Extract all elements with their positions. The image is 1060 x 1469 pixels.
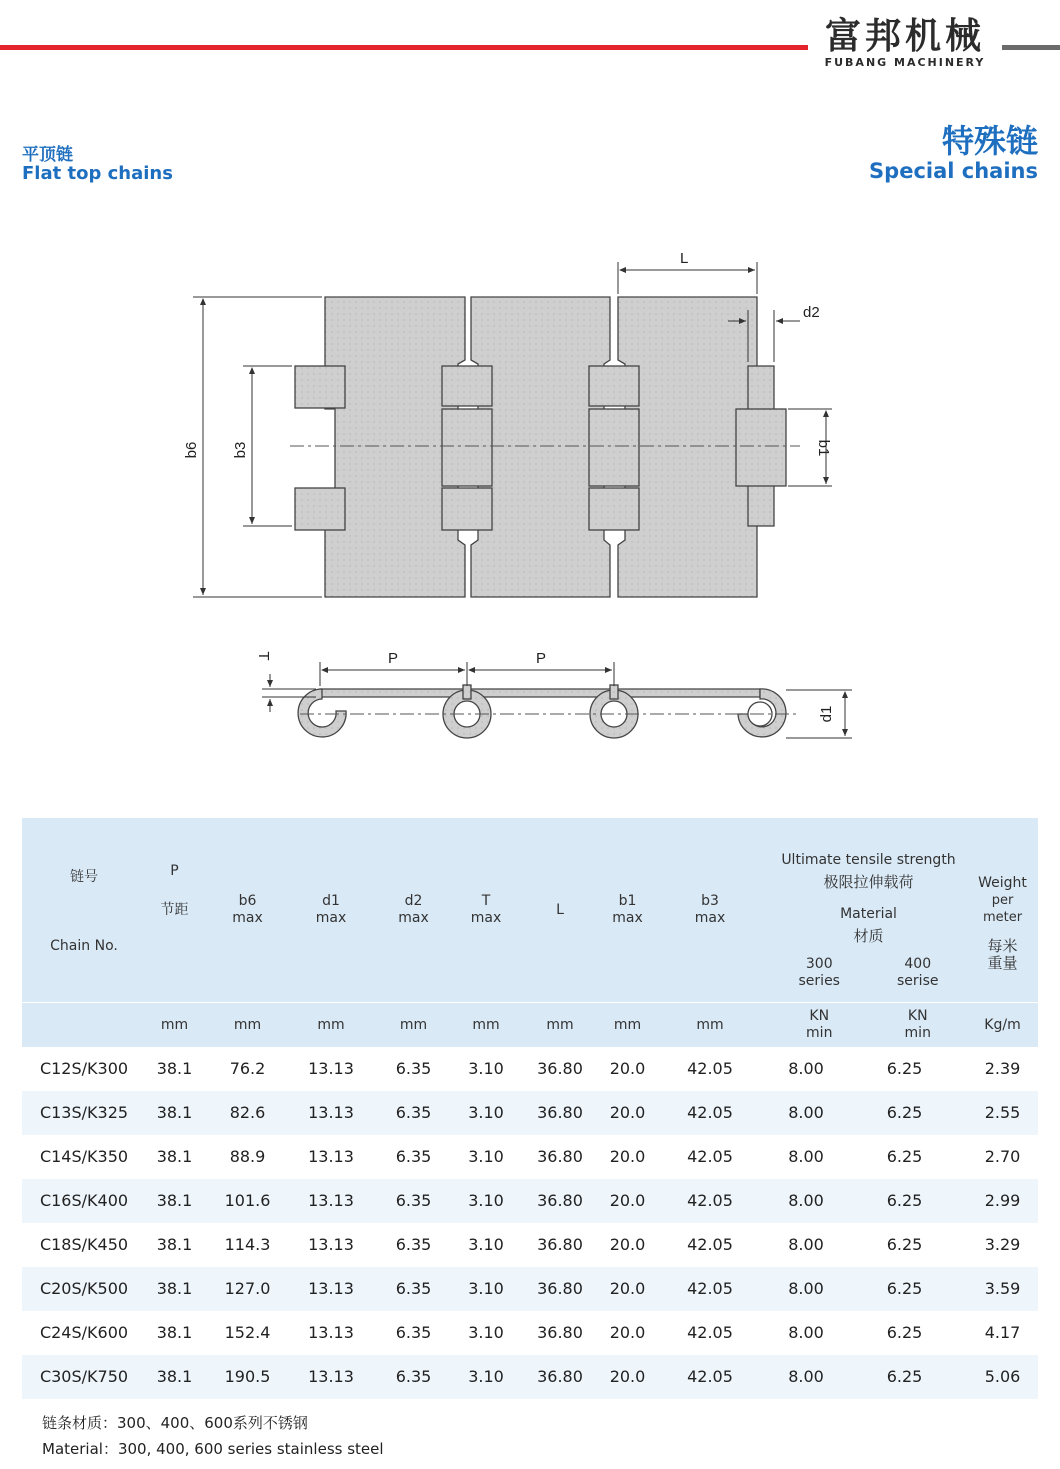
cell-b3: 42.05 [650, 1311, 770, 1355]
table-row [22, 1091, 1038, 1135]
cell-d1: 13.13 [292, 1355, 370, 1399]
top-view [295, 297, 786, 597]
table-row [22, 1355, 1038, 1399]
cell-strength-300: 8.00 [770, 1047, 842, 1091]
table-row [22, 1267, 1038, 1311]
dim-label-b6: b6 [183, 441, 200, 459]
cell-strength-400: 6.25 [842, 1223, 967, 1267]
header-d2: d2 max [398, 892, 429, 926]
cell-b6: 152.4 [203, 1311, 292, 1355]
cell-t: 3.10 [457, 1355, 515, 1399]
table-row [22, 1179, 1038, 1223]
header-d1: d1 max [315, 892, 347, 926]
cell-pitch: 38.1 [146, 1311, 203, 1355]
cell-strength-300: 8.00 [770, 1091, 842, 1135]
cell-weight: 2.39 [967, 1047, 1038, 1091]
header-weight: Weight per meter 每米 重量 [978, 875, 1027, 973]
header-chain-no: 链号 Chain No. [50, 868, 118, 954]
cell-pitch: 38.1 [146, 1091, 203, 1135]
cell-b1: 20.0 [605, 1091, 650, 1135]
cell-b1: 20.0 [605, 1047, 650, 1091]
cell-b6: 114.3 [203, 1223, 292, 1267]
cell-strength-400: 6.25 [842, 1179, 967, 1223]
unit-cell: mm [457, 1002, 515, 1047]
cell-chain-no: C13S/K325 [22, 1091, 146, 1135]
cell-t: 3.10 [457, 1267, 515, 1311]
material-note-en: Material：300, 400, 600 series stainless steel [42, 1440, 384, 1458]
category-title-cn: 特殊链 [941, 122, 1038, 160]
header-400-series: 400 serise [897, 956, 939, 989]
brand-name-en: FUBANG MACHINERY [824, 56, 986, 69]
cell-d2: 6.35 [370, 1179, 457, 1223]
unit-cell: mm [370, 1002, 457, 1047]
cell-b6: 190.5 [203, 1355, 292, 1399]
cell-d2: 6.35 [370, 1047, 457, 1091]
cell-b6: 101.6 [203, 1179, 292, 1223]
cell-d1: 13.13 [292, 1091, 370, 1135]
cell-d2: 6.35 [370, 1355, 457, 1399]
cell-strength-300: 8.00 [770, 1223, 842, 1267]
category-title-en: Special chains [869, 159, 1038, 183]
cell-b6: 82.6 [203, 1091, 292, 1135]
cell-t: 3.10 [457, 1311, 515, 1355]
cell-strength-300: 8.00 [770, 1179, 842, 1223]
cell-weight: 5.06 [967, 1355, 1038, 1399]
table-row [22, 1047, 1038, 1091]
header-b3: b3 max [694, 892, 726, 926]
cell-b6: 127.0 [203, 1267, 292, 1311]
cell-chain-no: C24S/K600 [22, 1311, 146, 1355]
cell-b3: 42.05 [650, 1355, 770, 1399]
dim-label-b3: b3 [232, 441, 249, 459]
cell-t: 3.10 [457, 1223, 515, 1267]
cell-d1: 13.13 [292, 1047, 370, 1091]
cell-strength-400: 6.25 [842, 1135, 967, 1179]
cell-weight: 2.70 [967, 1135, 1038, 1179]
cell-pitch: 38.1 [146, 1267, 203, 1311]
cell-b3: 42.05 [650, 1091, 770, 1135]
cell-b3: 42.05 [650, 1267, 770, 1311]
cell-weight: 4.17 [967, 1311, 1038, 1355]
header-300-series: 300 series [798, 956, 840, 989]
cell-strength-400: 6.25 [842, 1267, 967, 1311]
cell-b1: 20.0 [605, 1355, 650, 1399]
cell-chain-no: C16S/K400 [22, 1179, 146, 1223]
cell-strength-300: 8.00 [770, 1311, 842, 1355]
unit-cell: mm [146, 1002, 203, 1047]
cell-t: 3.10 [457, 1091, 515, 1135]
material-note-cn: 链条材质：300、400、600系列不锈钢 [42, 1414, 308, 1432]
header-l: L [556, 901, 564, 918]
table-row [22, 1311, 1038, 1355]
cell-t: 3.10 [457, 1047, 515, 1091]
cell-b3: 42.05 [650, 1223, 770, 1267]
cell-b1: 20.0 [605, 1223, 650, 1267]
unit-cell: mm [203, 1002, 292, 1047]
dim-label-d2: d2 [803, 304, 820, 321]
header-b1: b1 max [612, 892, 643, 926]
cell-chain-no: C20S/K500 [22, 1267, 146, 1311]
units-row [22, 1002, 1038, 1047]
cell-b3: 42.05 [650, 1135, 770, 1179]
cell-l: 36.80 [515, 1047, 605, 1091]
cell-weight: 2.55 [967, 1091, 1038, 1135]
unit-cell: mm [515, 1002, 605, 1047]
unit-cell: mm [292, 1002, 370, 1047]
cell-b1: 20.0 [605, 1267, 650, 1311]
cell-strength-400: 6.25 [842, 1091, 967, 1135]
cell-d2: 6.35 [370, 1311, 457, 1355]
cell-l: 36.80 [515, 1223, 605, 1267]
cell-b1: 20.0 [605, 1135, 650, 1179]
table-row [22, 1135, 1038, 1179]
dim-label-b1: b1 [815, 439, 832, 457]
cell-d1: 13.13 [292, 1223, 370, 1267]
dim-label-P1: P [388, 650, 399, 667]
header-pitch: P 节距 [160, 862, 189, 918]
cell-l: 36.80 [515, 1311, 605, 1355]
cell-pitch: 38.1 [146, 1179, 203, 1223]
cell-pitch: 38.1 [146, 1355, 203, 1399]
cell-l: 36.80 [515, 1355, 605, 1399]
cell-d2: 6.35 [370, 1091, 457, 1135]
cell-chain-no: C30S/K750 [22, 1355, 146, 1399]
cell-d2: 6.35 [370, 1223, 457, 1267]
header-tensile-strength: Ultimate tensile strength 极限拉伸载荷 Material 材质 300 series 400 serise [770, 818, 967, 1002]
cell-strength-400: 6.25 [842, 1355, 967, 1399]
cell-b6: 76.2 [203, 1047, 292, 1091]
spec-table [22, 818, 1038, 1399]
cell-d1: 13.13 [292, 1311, 370, 1355]
dim-label-L: L [680, 250, 689, 267]
cell-t: 3.10 [457, 1179, 515, 1223]
cell-chain-no: C18S/K450 [22, 1223, 146, 1267]
cell-l: 36.80 [515, 1267, 605, 1311]
dim-label-T: T [255, 651, 272, 661]
cell-l: 36.80 [515, 1091, 605, 1135]
side-view [298, 685, 786, 738]
dim-label-d1: d1 [818, 705, 835, 723]
cell-strength-400: 6.25 [842, 1047, 967, 1091]
cell-weight: 3.59 [967, 1267, 1038, 1311]
cell-d2: 6.35 [370, 1267, 457, 1311]
cell-b6: 88.9 [203, 1135, 292, 1179]
cell-strength-400: 6.25 [842, 1311, 967, 1355]
cell-pitch: 38.1 [146, 1135, 203, 1179]
cell-strength-300: 8.00 [770, 1135, 842, 1179]
dim-label-P2: P [536, 650, 547, 667]
section-title-cn: 平顶链 [22, 145, 73, 165]
cell-pitch: 38.1 [146, 1223, 203, 1267]
cell-weight: 3.29 [967, 1223, 1038, 1267]
cell-chain-no: C14S/K350 [22, 1135, 146, 1179]
unit-cell: Kg/m [967, 1002, 1038, 1047]
cell-strength-300: 8.00 [770, 1267, 842, 1311]
header-b6: b6 max [232, 892, 263, 926]
cell-l: 36.80 [515, 1179, 605, 1223]
unit-cell: mm [650, 1002, 770, 1047]
table-row [22, 1223, 1038, 1267]
cell-b1: 20.0 [605, 1179, 650, 1223]
brand-name-cn: 富邦机械 [824, 16, 985, 57]
cell-d1: 13.13 [292, 1179, 370, 1223]
cell-b3: 42.05 [650, 1047, 770, 1091]
cell-b1: 20.0 [605, 1311, 650, 1355]
header-t: T max [470, 892, 502, 926]
cell-weight: 2.99 [967, 1179, 1038, 1223]
unit-cell-kn: KN min KN min [770, 1002, 967, 1047]
cell-pitch: 38.1 [146, 1047, 203, 1091]
cell-l: 36.80 [515, 1135, 605, 1179]
unit-cell: mm [605, 1002, 650, 1047]
section-title-en: Flat top chains [22, 163, 173, 184]
cell-chain-no: C12S/K300 [22, 1047, 146, 1091]
cell-d1: 13.13 [292, 1135, 370, 1179]
cell-d1: 13.13 [292, 1267, 370, 1311]
cell-d2: 6.35 [370, 1135, 457, 1179]
cell-strength-300: 8.00 [770, 1355, 842, 1399]
cell-t: 3.10 [457, 1135, 515, 1179]
cell-b3: 42.05 [650, 1179, 770, 1223]
